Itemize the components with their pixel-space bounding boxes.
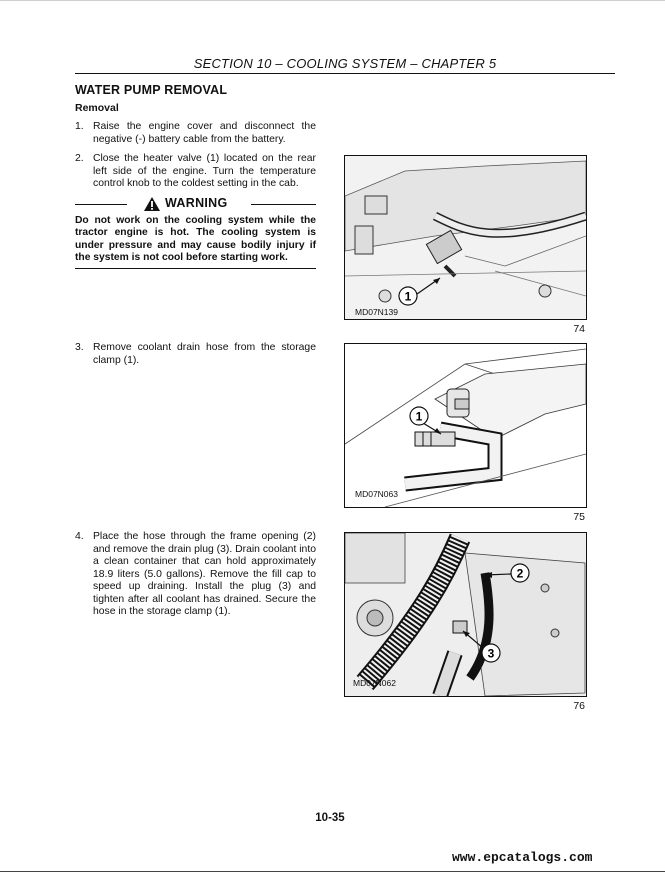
- figure-76-image: [344, 532, 587, 697]
- step-4: [75, 531, 316, 619]
- figure-code: MD07N062: [353, 678, 396, 688]
- step-number: 2.: [75, 153, 84, 164]
- step-text: Close the heater valve (1) located on the rear left side of the engine. Turn the temperature control knob to the coldest setting in the cab.: [93, 153, 316, 189]
- engine-heater-valve-illustration: [345, 156, 586, 319]
- section-header: SECTION 10 – COOLING SYSTEM – CHAPTER 5: [193, 56, 497, 71]
- warning-rule-left: [75, 204, 127, 205]
- watermark-url: www.epcatalogs.com: [452, 850, 593, 865]
- page-number: 10-35: [315, 812, 345, 824]
- warning-rule-right: [251, 204, 316, 205]
- step-number: 3.: [75, 342, 84, 353]
- drain-plug-illustration: [345, 533, 586, 696]
- top-border: [0, 0, 665, 1]
- header-rule: [75, 73, 615, 74]
- figure-75-image: [344, 343, 587, 508]
- warning-text: Do not work on the cooling system while the tractor engine is hot. The cooling system is under pressure and may cause bodily injury if the system is not cool before starting work.: [75, 215, 316, 263]
- figure-number: 75: [573, 511, 585, 523]
- callout-1-label: 1: [415, 409, 423, 424]
- callout-1-label: 1: [404, 289, 412, 304]
- warning-header: [75, 196, 316, 212]
- step-text: Remove coolant drain hose from the storage clamp (1).: [93, 342, 316, 366]
- subsection-title: Removal: [75, 102, 119, 114]
- drain-hose-clamp-illustration: [345, 344, 586, 507]
- bottom-border: [0, 871, 665, 872]
- warning-label: WARNING: [165, 196, 228, 210]
- callout-2-label: 2: [516, 566, 524, 581]
- step-number: 4.: [75, 531, 84, 542]
- step-3: [75, 342, 316, 367]
- step-number: 1.: [75, 121, 84, 132]
- figure-number: 74: [573, 323, 585, 335]
- step-text: Place the hose through the frame opening (2) and remove the drain plug (3). Drain coolant into a clean container that can hold approximately 18.9 liters (5.0 gallons). Remove the fill cap to speed up draining. Install the plug (3) and tighten after all coolant has drained. Secure the hose in the storage clamp (1).: [93, 531, 316, 617]
- step-1: [75, 121, 316, 146]
- figure-74-image: [344, 155, 587, 320]
- figure-code: MD07N139: [355, 307, 398, 317]
- figure-code: MD07N063: [355, 489, 398, 499]
- step-2: [75, 153, 316, 191]
- warning-rule: [75, 268, 316, 269]
- callout-3-label: 3: [487, 646, 495, 661]
- figure-number: 76: [573, 700, 585, 712]
- step-text: Raise the engine cover and disconnect the negative (-) battery cable from the battery.: [93, 121, 316, 145]
- page-title: WATER PUMP REMOVAL: [75, 83, 228, 97]
- warning-triangle-icon: [143, 196, 161, 212]
